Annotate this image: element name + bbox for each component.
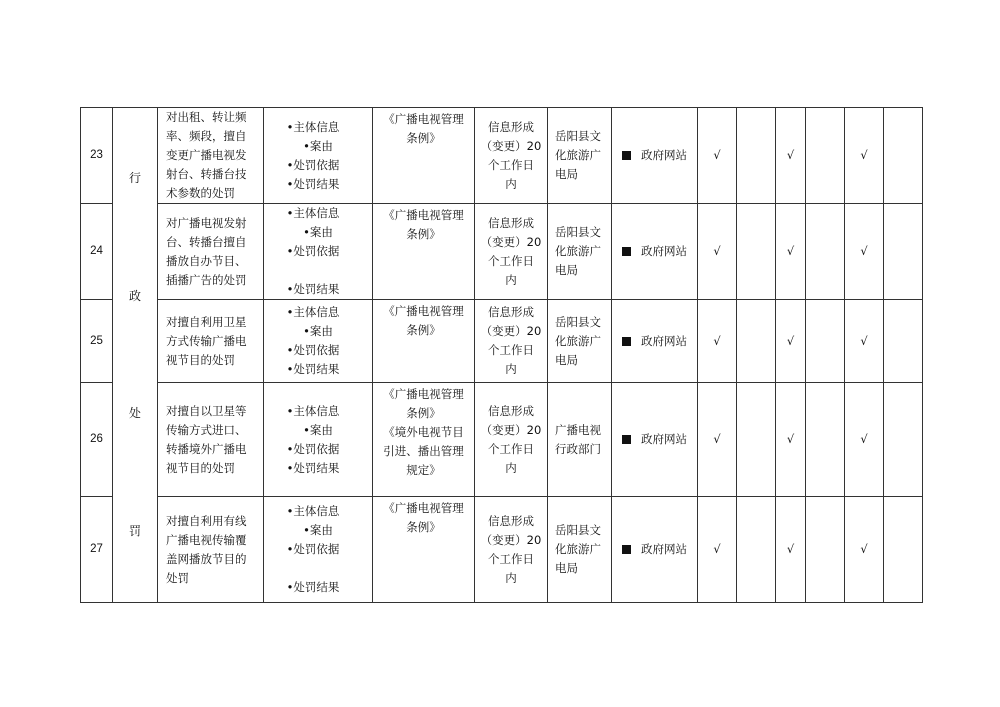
mark-cell bbox=[845, 300, 884, 383]
mark-cell bbox=[737, 300, 776, 383]
text-line: 率、频段，擅自 bbox=[166, 129, 247, 143]
info-item: •处罚结果 bbox=[286, 580, 340, 594]
check-mark: √ bbox=[860, 333, 868, 348]
text-line: 个工作日 bbox=[488, 441, 534, 456]
row-number: 24 bbox=[81, 204, 113, 300]
check-mark: √ bbox=[713, 542, 721, 556]
disclosure-content bbox=[264, 108, 373, 204]
mark-cell bbox=[737, 497, 776, 603]
mark-cell bbox=[884, 383, 923, 497]
item-name bbox=[158, 497, 264, 603]
disclosure-subject bbox=[548, 204, 612, 300]
text-line: 化旅游广 bbox=[555, 333, 601, 348]
disclosure-subject bbox=[548, 108, 612, 204]
text-line: 化旅游广 bbox=[555, 542, 601, 556]
text-line: 《广播电视管理 bbox=[383, 304, 464, 318]
legal-basis bbox=[373, 383, 475, 497]
disclosure-channel: 政府网站 bbox=[612, 108, 698, 204]
check-mark: √ bbox=[860, 432, 868, 446]
legal-basis bbox=[373, 300, 475, 383]
mark-cell bbox=[806, 204, 845, 300]
text-line: 电局 bbox=[555, 561, 578, 575]
mark-cell bbox=[845, 383, 884, 497]
check-mark: √ bbox=[786, 333, 795, 348]
mark-cell bbox=[884, 497, 923, 603]
mark-cell bbox=[845, 204, 884, 300]
text-line: 岳阳县文 bbox=[555, 225, 601, 239]
text-line: 对擅自以卫星等 bbox=[166, 403, 247, 418]
info-item: •处罚结果 bbox=[286, 282, 340, 296]
text-line: 个工作日 bbox=[488, 551, 534, 566]
filled-square-icon bbox=[622, 247, 631, 256]
text-line: 《广播电视管理 bbox=[383, 387, 464, 401]
mark-cell bbox=[806, 108, 845, 204]
check-mark: √ bbox=[713, 148, 721, 162]
disclosure-channel: 政府网站 bbox=[612, 204, 698, 300]
info-item: •主体信息 bbox=[286, 305, 340, 319]
text-line: 信息形成 bbox=[488, 119, 534, 134]
info-item: •处罚结果 bbox=[286, 176, 340, 191]
text-line: 视节目的处罚 bbox=[166, 460, 235, 475]
text-line: 岳阳县文 bbox=[555, 523, 601, 537]
check-mark: √ bbox=[786, 244, 795, 258]
disclosure-subject bbox=[548, 300, 612, 383]
category-char: 处 bbox=[128, 406, 141, 421]
info-item: •主体信息 bbox=[286, 403, 340, 418]
text-line: 信息形成 bbox=[488, 305, 534, 319]
text-line: 引进、播出管理 bbox=[383, 444, 464, 458]
text-line: 条例》 bbox=[406, 227, 441, 241]
disclosure-content bbox=[264, 204, 373, 300]
mark-cell bbox=[845, 108, 884, 204]
text-line: 内 bbox=[505, 570, 517, 585]
info-item: •案由 bbox=[303, 138, 333, 153]
disclosure-content bbox=[264, 383, 373, 497]
row-number: 26 bbox=[81, 383, 113, 497]
category-cell bbox=[113, 108, 158, 603]
text-line: 个工作日 bbox=[488, 253, 534, 268]
mark-cell bbox=[776, 383, 806, 497]
mark-cell bbox=[698, 300, 737, 383]
check-mark: √ bbox=[860, 244, 868, 258]
row-number: 25 bbox=[81, 300, 113, 383]
disclosure-content bbox=[264, 497, 373, 603]
text-line: 内 bbox=[505, 176, 517, 191]
text-line: 视节目的处罚 bbox=[166, 352, 235, 367]
item-name bbox=[158, 204, 264, 300]
text-line: （变更）20 bbox=[480, 324, 542, 338]
text-line: 电局 bbox=[555, 352, 578, 367]
text-line: 对出租、转让频 bbox=[166, 110, 247, 124]
info-item: •处罚依据 bbox=[286, 343, 340, 357]
text-line: 《广播电视管理 bbox=[383, 112, 464, 126]
table-row bbox=[81, 383, 923, 497]
table-row bbox=[81, 108, 923, 204]
disclosure-time-limit bbox=[475, 300, 548, 383]
check-mark: √ bbox=[786, 148, 795, 162]
mark-cell bbox=[884, 204, 923, 300]
text-line: 条例》 bbox=[406, 520, 441, 534]
text-line: 方式传输广播电 bbox=[166, 333, 247, 348]
mark-cell bbox=[698, 497, 737, 603]
text-line: 规定》 bbox=[406, 463, 441, 477]
filled-square-icon bbox=[622, 337, 631, 346]
text-line: 处罚 bbox=[166, 570, 189, 585]
info-item: •处罚依据 bbox=[286, 542, 340, 556]
row-number: 27 bbox=[81, 497, 113, 603]
text-line: （变更）20 bbox=[480, 234, 542, 249]
mark-cell bbox=[698, 108, 737, 204]
text-line: 对擅自利用卫星 bbox=[166, 314, 247, 329]
text-line: （变更）20 bbox=[480, 532, 542, 547]
check-mark: √ bbox=[713, 432, 721, 446]
row-number: 23 bbox=[81, 108, 113, 204]
info-item: •主体信息 bbox=[286, 119, 340, 134]
disclosure-channel: 政府网站 bbox=[612, 300, 698, 383]
text-line: 条例》 bbox=[406, 406, 441, 420]
mark-cell bbox=[776, 204, 806, 300]
text-line: 条例》 bbox=[406, 323, 441, 337]
text-line: 内 bbox=[505, 272, 517, 287]
text-line: 射台、转播台技 bbox=[166, 167, 247, 181]
check-mark: √ bbox=[786, 432, 795, 446]
info-item: •主体信息 bbox=[286, 504, 340, 518]
text-line: 化旅游广 bbox=[555, 148, 601, 162]
line-gap bbox=[264, 261, 372, 280]
text-line: 播放自办节目、 bbox=[166, 253, 247, 268]
filled-square-icon bbox=[622, 435, 631, 444]
table-row bbox=[81, 204, 923, 300]
info-item: •案由 bbox=[303, 523, 333, 537]
mark-cell bbox=[884, 108, 923, 204]
text-line: 信息形成 bbox=[488, 513, 534, 528]
disclosure-table bbox=[80, 107, 923, 603]
table-row bbox=[81, 497, 923, 603]
info-item: •主体信息 bbox=[286, 206, 340, 220]
mark-cell bbox=[806, 497, 845, 603]
disclosure-subject bbox=[548, 383, 612, 497]
text-line: 电局 bbox=[555, 263, 578, 277]
info-item: •处罚结果 bbox=[286, 460, 340, 475]
check-mark: √ bbox=[713, 244, 721, 258]
mark-cell bbox=[884, 300, 923, 383]
info-item: •案由 bbox=[303, 422, 333, 437]
mark-cell bbox=[776, 497, 806, 603]
check-mark: √ bbox=[786, 542, 795, 556]
text-line: 《广播电视管理 bbox=[383, 501, 464, 515]
text-line: 个工作日 bbox=[488, 157, 534, 172]
info-item: •处罚依据 bbox=[286, 244, 340, 258]
category-char: 行 bbox=[128, 171, 141, 186]
mark-cell bbox=[737, 204, 776, 300]
text-line: 转播境外广播电 bbox=[166, 441, 247, 456]
mark-cell bbox=[737, 383, 776, 497]
text-line: 广播电视传输覆 bbox=[166, 532, 247, 547]
legal-basis bbox=[373, 204, 475, 300]
check-mark: √ bbox=[713, 333, 721, 348]
disclosure-content bbox=[264, 300, 373, 383]
category-char: 政 bbox=[128, 288, 141, 303]
text-line: 岳阳县文 bbox=[555, 314, 601, 329]
item-name bbox=[158, 108, 264, 204]
legal-basis bbox=[373, 497, 475, 603]
check-mark: √ bbox=[860, 148, 868, 162]
category-char: 罚 bbox=[128, 523, 141, 538]
mark-cell bbox=[806, 300, 845, 383]
text-line: 条例》 bbox=[406, 131, 441, 145]
text-line: 《广播电视管理 bbox=[383, 208, 464, 222]
disclosure-time-limit bbox=[475, 108, 548, 204]
text-line: 插播广告的处罚 bbox=[166, 272, 247, 287]
info-item: •处罚结果 bbox=[286, 362, 340, 376]
legal-basis bbox=[373, 108, 475, 204]
disclosure-subject bbox=[548, 497, 612, 603]
filled-square-icon bbox=[622, 545, 631, 554]
text-line: 电局 bbox=[555, 167, 578, 181]
text-line: 行政部门 bbox=[555, 441, 601, 456]
info-item: •处罚依据 bbox=[286, 157, 340, 172]
text-line: 盖网播放节目的 bbox=[166, 551, 247, 566]
info-item: •案由 bbox=[303, 324, 333, 338]
mark-cell bbox=[806, 383, 845, 497]
text-line: 化旅游广 bbox=[555, 244, 601, 258]
info-item: •案由 bbox=[303, 225, 333, 239]
text-line: 对广播电视发射 bbox=[166, 215, 247, 230]
check-mark: √ bbox=[860, 542, 868, 556]
table-body bbox=[81, 108, 923, 603]
text-line: 对擅自利用有线 bbox=[166, 513, 247, 528]
disclosure-channel: 政府网站 bbox=[612, 497, 698, 603]
text-line: 变更广播电视发 bbox=[166, 148, 247, 162]
text-line: 个工作日 bbox=[488, 343, 534, 357]
table-row bbox=[81, 300, 923, 383]
disclosure-time-limit bbox=[475, 204, 548, 300]
item-name bbox=[158, 300, 264, 383]
text-line: 内 bbox=[505, 460, 517, 475]
mark-cell bbox=[698, 383, 737, 497]
disclosure-time-limit bbox=[475, 497, 548, 603]
text-line: （变更）20 bbox=[480, 422, 542, 437]
item-name bbox=[158, 383, 264, 497]
line-gap bbox=[264, 559, 372, 578]
mark-cell bbox=[737, 108, 776, 204]
text-line: 内 bbox=[505, 362, 517, 376]
text-line: 台、转播台擅自 bbox=[166, 234, 247, 249]
disclosure-channel: 政府网站 bbox=[612, 383, 698, 497]
mark-cell bbox=[845, 497, 884, 603]
category-label bbox=[113, 120, 157, 590]
text-line: 信息形成 bbox=[488, 215, 534, 230]
filled-square-icon bbox=[622, 151, 631, 160]
text-line: （变更）20 bbox=[480, 138, 542, 153]
text-line: 岳阳县文 bbox=[555, 129, 601, 143]
text-line: 《境外电视节目 bbox=[383, 425, 464, 439]
mark-cell bbox=[698, 204, 737, 300]
text-line: 广播电视 bbox=[555, 422, 601, 437]
mark-cell bbox=[776, 300, 806, 383]
text-line: 术参数的处罚 bbox=[166, 186, 235, 200]
disclosure-time-limit bbox=[475, 383, 548, 497]
text-line: 信息形成 bbox=[488, 403, 534, 418]
info-item: •处罚依据 bbox=[286, 441, 340, 456]
text-line: 传输方式进口、 bbox=[166, 422, 247, 437]
mark-cell bbox=[776, 108, 806, 204]
